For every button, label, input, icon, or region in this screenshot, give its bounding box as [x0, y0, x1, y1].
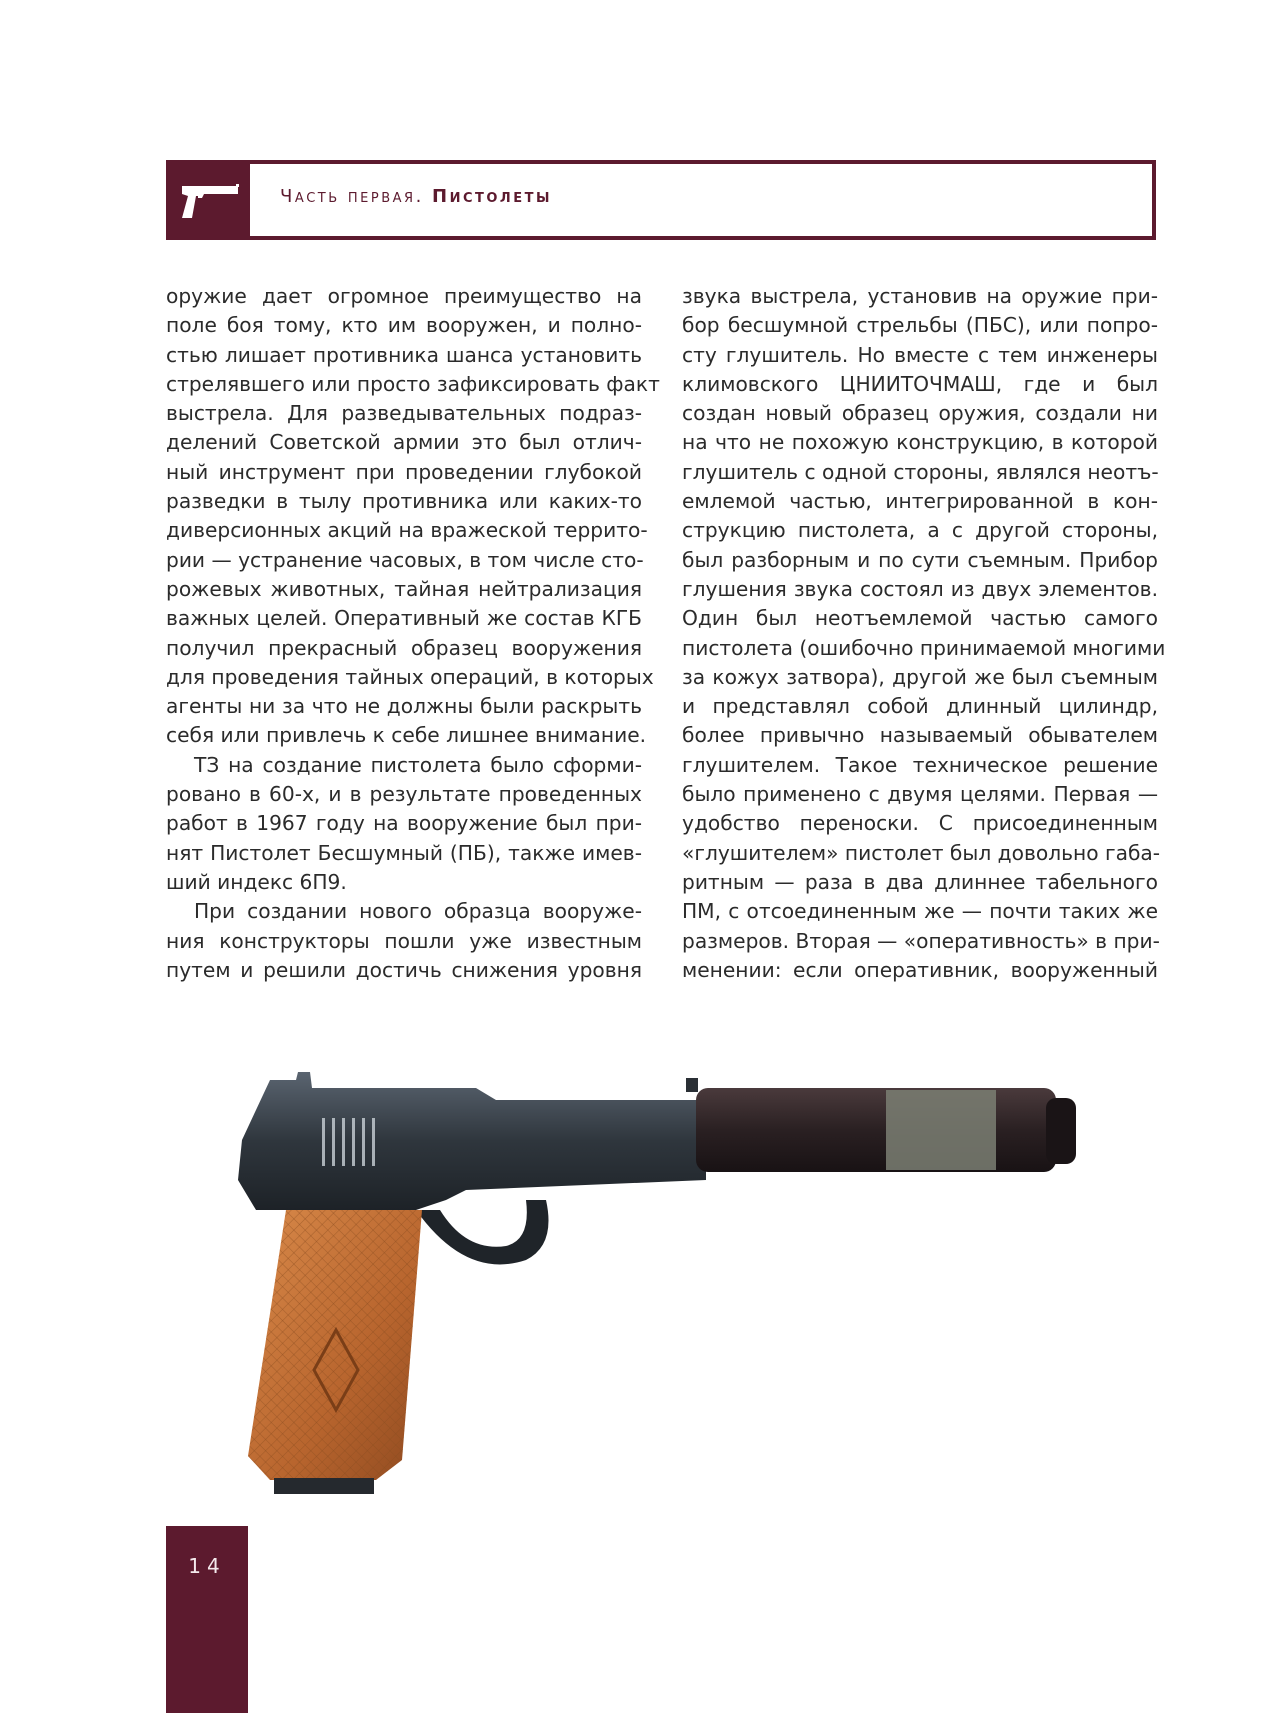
text-line: делений Советской армии это был отлич- [166, 430, 642, 455]
text-line: глушитель с одной стороны, являлся неотъ- [682, 459, 1159, 484]
text-line: создан новый образец оружия, создали ни [682, 401, 1158, 426]
pistol-icon [178, 182, 242, 222]
text-line: агенты ни за что не должны были раскрыть [166, 694, 642, 719]
text-line: ный инструмент при проведении глубокой [166, 459, 642, 484]
text-line: нят Пистолет Бесшумный (ПБ), также имев- [166, 840, 642, 865]
chapter-part: Часть первая. [280, 186, 424, 207]
text-line: глушителем. Такое техническое решение [682, 752, 1158, 777]
text-line: получил прекрасный образец вооружения [166, 635, 642, 660]
text-line: на что не похожую конструкцию, в которой [682, 430, 1158, 455]
suppressor-body [696, 1088, 1056, 1172]
text-line: поле боя тому, кто им вооружен, и полно- [166, 313, 642, 338]
text-line: ПМ, с отсоединенным же — почти таких же [682, 899, 1158, 924]
text-line: струкцию пистолета, а с другой стороны, [682, 518, 1158, 543]
text-line: бор бесшумной стрельбы (ПБС), или попро- [682, 313, 1158, 338]
chapter-title [280, 186, 552, 207]
text-line: за кожух затвора), другой же был съемным [682, 664, 1158, 689]
text-line: климовского ЦНИИТОЧМАШ, где и был [682, 371, 1158, 396]
text-line: менении: если оперативник, вооруженный [682, 957, 1158, 982]
pistol-frame [238, 1072, 706, 1210]
text-line: ТЗ на создание пистолета было сформи- [194, 752, 642, 777]
text-line: рии — устранение часовых, в том числе сто- [166, 547, 644, 572]
text-line: ния конструкторы пошли уже известным [166, 928, 642, 953]
text-line: стрелявшего или просто зафиксировать факт [166, 371, 660, 396]
chapter-header [166, 160, 1156, 240]
left-text-column [166, 282, 660, 985]
text-line: пистолета (ошибочно принимаемой многими [682, 635, 1166, 660]
grip-checkering [248, 1210, 422, 1480]
right-text-column [682, 282, 1166, 985]
text-line: и представлял собой длинный цилиндр, [682, 694, 1158, 719]
text-line: рожевых животных, тайная нейтрализация [166, 576, 642, 601]
text-line: Один был неотъемлемой частью самого [682, 606, 1158, 631]
text-line: звука выстрела, установив на оружие при- [682, 284, 1158, 308]
text-line: более привычно называемый обывателем [682, 723, 1158, 748]
text-line: оружие дает огромное преимущество на [166, 284, 642, 308]
text-line: ровано в 60-х, и в результате проведенных [166, 782, 642, 807]
chapter-section: Пистолеты [432, 186, 552, 207]
text-line: диверсионных акций на вражеской террито- [166, 518, 648, 543]
text-line: ший индекс 6П9. [166, 869, 347, 894]
text-line: важных целей. Оперативный же состав КГБ [166, 606, 642, 631]
text-line: разведки в тылу противника или каких-то [166, 489, 642, 514]
text-line: выстрела. Для разведывательных подраз- [166, 401, 642, 426]
text-line: глушения звука состоял из двух элементов. [682, 576, 1158, 601]
text-line: удобство переноски. С присоединенным [682, 811, 1158, 836]
text-line: работ в 1967 году на вооружение был при- [166, 811, 642, 836]
page-number: 14 [188, 1554, 226, 1578]
text-line: При создании нового образца вооруже- [194, 899, 642, 924]
text-line: стью лишает противника шанса установить [166, 342, 642, 367]
magazine-base [274, 1478, 374, 1494]
text-line: «глушителем» пистолет был довольно габа- [682, 840, 1161, 865]
text-line: емлемой частью, интегрированной в кон- [682, 489, 1158, 514]
text-line: путем и решили достичь снижения уровня [166, 957, 642, 982]
trigger-guard [416, 1200, 549, 1264]
header-icon-box [170, 164, 250, 236]
text-line: было применено с двумя целями. Первая — [682, 782, 1158, 807]
suppressor-cap [1046, 1098, 1076, 1164]
pistol-photo [226, 1060, 1146, 1530]
text-line: был разборным и по сути съемным. Прибор [682, 547, 1158, 572]
front-sight [686, 1078, 698, 1092]
page-number-tab [166, 1526, 248, 1713]
text-line: ритным — раза в два длиннее табельного [682, 869, 1158, 894]
text-line: сту глушитель. Но вместе с тем инженеры [682, 342, 1158, 367]
text-line: размеров. Вторая — «оперативность» в при- [682, 928, 1160, 953]
text-line: себя или привлечь к себе лишнее внимание. [166, 723, 647, 748]
text-line: для проведения тайных операций, в которых [166, 664, 654, 689]
suppressor-grip-band [886, 1090, 996, 1170]
